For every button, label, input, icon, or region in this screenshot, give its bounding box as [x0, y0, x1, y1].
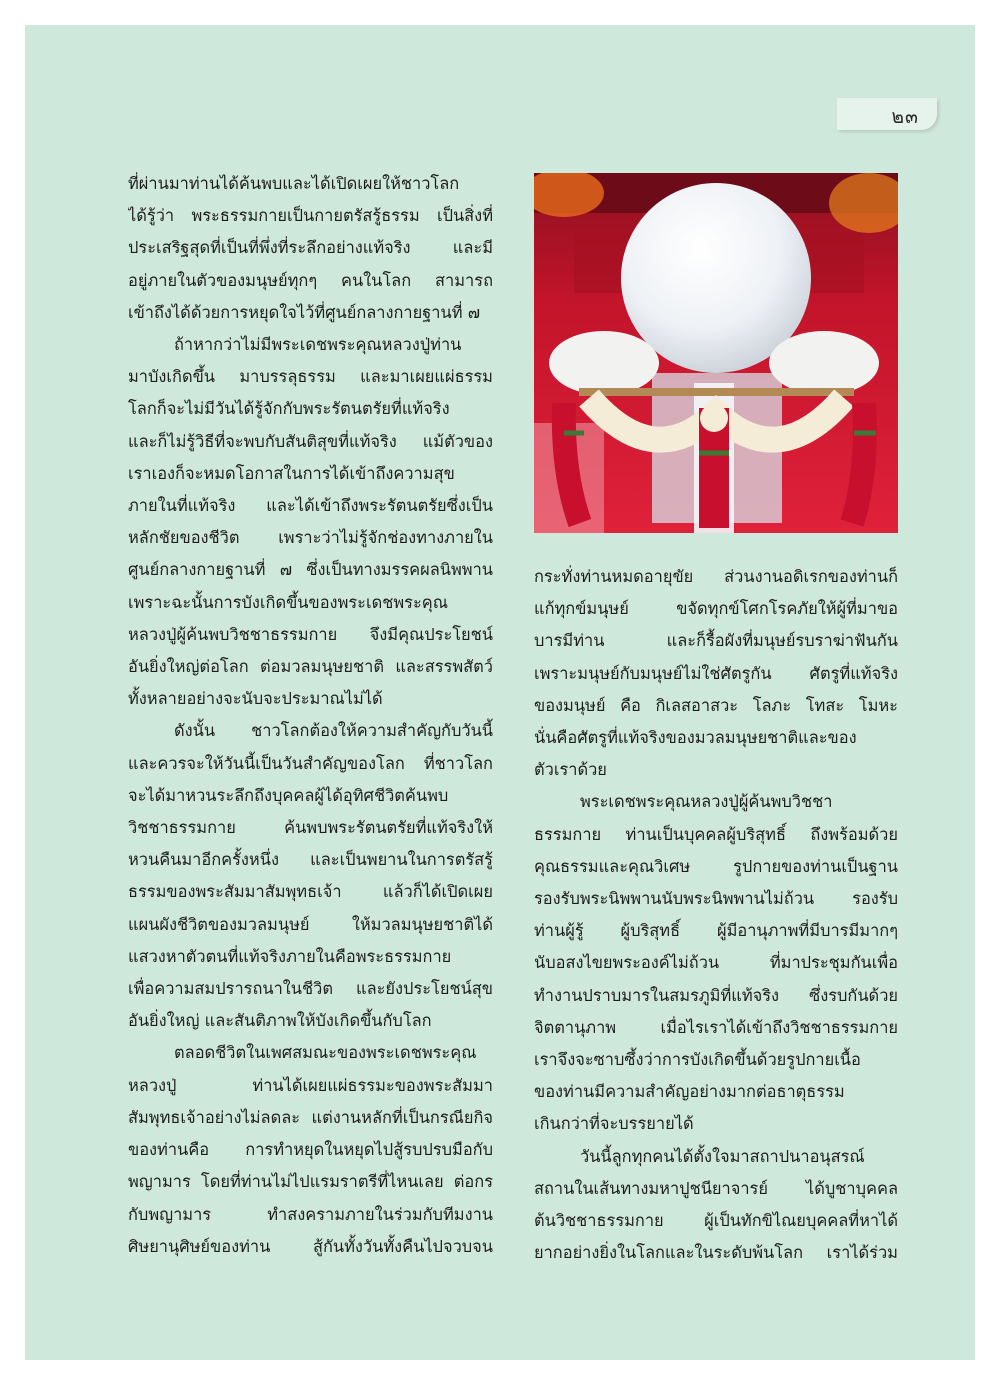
- text-line: แก้ทุกข์มนุษย์ ขจัดทุกข์โศกโรคภัยให้ผู้ที่มาขอ: [534, 599, 898, 619]
- text-line: ของท่านมีความสำคัญอย่างมากต่อธาตุธรรม: [534, 1082, 845, 1102]
- text-line: หวนคืนมาอีกครั้งหนึ่ง และเป็นพยานในการตรัสรู้: [128, 850, 493, 870]
- text-line: ของมนุษย์ คือ กิเลสอาสวะ โลภะ โทสะ โมหะ: [534, 695, 898, 715]
- text-line: ประเสริฐสุดที่เป็นที่พึ่งที่ระลึกอย่างแท้จริง และมี: [128, 238, 493, 258]
- text-line: อยู่ภายในตัวของมนุษย์ทุกๆ คนในโลก สามารถ: [128, 270, 493, 290]
- text-line: หลักชัยของชีวิต เพราะว่าไม่รู้จักช่องทางภายใน: [128, 528, 493, 548]
- text-line: ได้รู้ว่า พระธรรมกายเป็นกายตรัสรู้ธรรม เป็นสิ่งที่: [128, 206, 493, 226]
- text-line: ที่ผ่านมาท่านได้ค้นพบและได้เปิดเผยให้ชาวโลก: [128, 174, 460, 193]
- text-line: ตัวเราด้วย: [534, 760, 607, 780]
- text-line: ต้นวิชชาธรรมกาย ผู้เป็นทักขิไณยบุคคลที่หาได้: [534, 1211, 898, 1231]
- text-line: โลกก็จะไม่มีวันได้รู้จักกับพระรัตนตรัยที่แท้จริง: [128, 399, 450, 419]
- text-line: ยากอย่างยิ่งในโลกและในระดับพ้นโลก เราได้ร่วม: [534, 1243, 898, 1263]
- text-line: รองรับพระนิพพานนับพระนิพพานไม่ถ้วน รองรับ: [534, 889, 898, 909]
- text-line: แสวงหาตัวตนที่แท้จริงภายในคือพระธรรมกาย: [128, 946, 452, 966]
- text-line: ภายในที่แท้จริง และได้เข้าถึงพระรัตนตรัยซึ่งเป็น: [128, 496, 493, 516]
- crystal-ball-photo: [534, 173, 898, 533]
- text-line: สถานในเส้นทางมหาปูชนียาจารย์ ได้บูชาบุคคล: [534, 1178, 898, 1198]
- text-line: นั่นคือศัตรูที่แท้จริงของมวลมนุษยชาติและของ: [534, 728, 857, 748]
- page-number-tab: [837, 98, 937, 130]
- text-line: จะได้มาหวนระลึกถึงบุคคลผู้ได้อุทิศชีวิตค้นพบ: [128, 785, 449, 805]
- text-line: ของท่านคือ การทำหยุดในหยุดไปสู้รบปรบมือกับ: [128, 1140, 493, 1160]
- text-line: เพราะมนุษย์กับมนุษย์ไม่ใช่ศัตรูกัน ศัตรูที่แท้จริง: [534, 663, 898, 683]
- crystal-ball-icon: [534, 173, 898, 533]
- text-line: เกินกว่าที่จะบรรยายได้: [534, 1114, 694, 1134]
- right-text-column: [534, 561, 898, 1269]
- text-line: กระทั่งท่านหมดอายุขัย ส่วนงานอดิเรกของท่านก็: [534, 567, 898, 586]
- text-line: คุณธรรมและคุณวิเศษ รูปกายของท่านเป็นฐาน: [534, 856, 898, 876]
- text-line: ศูนย์กลางกายฐานที่ ๗ ซึ่งเป็นทางมรรคผลนิพพาน: [128, 560, 493, 580]
- text-line: เพื่อความสมปรารถนาในชีวิต และยังประโยชน์สุข: [128, 979, 493, 999]
- text-line: และควรจะให้วันนี้เป็นวันสำคัญของโลก ที่ชาวโลก: [128, 753, 493, 773]
- text-line: วันนี้ลูกทุกคนได้ตั้งใจมาสถาปนาอนุสรณ์: [580, 1146, 865, 1166]
- text-line: กับพญามาร ทำสงครามภายในร่วมกับทีมงาน: [128, 1204, 493, 1224]
- text-line: พระเดชพระคุณหลวงปู่ผู้ค้นพบวิชชา: [580, 792, 833, 812]
- left-text-column: [128, 168, 493, 1263]
- text-line: เราจึงจะซาบซึ้งว่าการบังเกิดขึ้นด้วยรูปกายเนื้อ: [534, 1050, 861, 1070]
- text-line: นับอสงไขยพระองค์ไม่ถ้วน ที่มาประชุมกันเพื่อ: [534, 953, 898, 973]
- text-line: แผนผังชีวิตของมวลมนุษย์ ให้มวลมนุษยชาติได้: [128, 914, 493, 934]
- text-line: มาบังเกิดขึ้น มาบรรลุธรรม และมาเผยแผ่ธรรม: [128, 367, 493, 387]
- text-line: หลวงปู่ ท่านได้เผยแผ่ธรรมะของพระสัมมา: [128, 1075, 493, 1095]
- text-line: บารมีท่าน และก็รื้อผังที่มนุษย์รบราฆ่าฟันกัน: [534, 631, 898, 651]
- text-line: สัมพุทธเจ้าอย่างไม่ลดละ แต่งานหลักที่เป็นกรณียกิจ: [128, 1107, 493, 1127]
- text-line: ดังนั้น ชาวโลกต้องให้ความสำคัญกับวันนี้: [174, 721, 493, 741]
- text-line: ทำงานปราบมารในสมรภูมิที่แท้จริง ซึ่งรบกันด้วย: [534, 985, 898, 1005]
- text-line: หลวงปู่ผู้ค้นพบวิชชาธรรมกาย จึงมีคุณประโยชน์: [128, 624, 493, 644]
- text-line: อันยิ่งใหญ่ และสันติภาพให้บังเกิดขึ้นกับโลก: [128, 1011, 432, 1031]
- text-line: พญามาร โดยที่ท่านไม่ไปแรมราตรีที่ไหนเลย ต่อกร: [128, 1172, 493, 1192]
- text-line: ท่านผู้รู้ ผู้บริสุทธิ์ ผู้มีอานุภาพที่มีบารมีมากๆ: [534, 921, 898, 941]
- text-line: จิตตานุภาพ เมื่อไรเราได้เข้าถึงวิชชาธรรมกาย: [534, 1017, 898, 1037]
- text-line: เราเองก็จะหมดโอกาสในการได้เข้าถึงความสุข: [128, 463, 455, 483]
- text-line: ธรรมของพระสัมมาสัมพุทธเจ้า แล้วก็ได้เปิดเผย: [128, 882, 493, 902]
- page-number: ๒๓: [891, 106, 919, 128]
- text-line: ถ้าหากว่าไม่มีพระเดชพระคุณหลวงปู่ท่าน: [174, 335, 462, 355]
- text-line: เข้าถึงได้ด้วยการหยุดใจไว้ที่ศูนย์กลางกายฐานที่ ๗: [128, 302, 481, 322]
- text-line: ธรรมกาย ท่านเป็นบุคคลผู้บริสุทธิ์ ถึงพร้อมด้วย: [534, 824, 898, 844]
- text-line: ทั้งหลายอย่างจะนับจะประมาณไม่ได้: [128, 689, 383, 709]
- text-line: และก็ไม่รู้วิธีที่จะพบกับสันติสุขที่แท้จริง แม้ตัวของ: [128, 431, 493, 451]
- text-line: อันยิ่งใหญ่ต่อโลก ต่อมวลมนุษยชาติ และสรรพสัตว์: [128, 657, 493, 677]
- text-line: ศิษยานุศิษย์ของท่าน สู้กันทั้งวันทั้งคืนไปจวบจน: [128, 1236, 493, 1256]
- text-line: ตลอดชีวิตในเพศสมณะของพระเดชพระคุณ: [174, 1043, 477, 1063]
- text-line: วิชชาธรรมกาย ค้นพบพระรัตนตรัยที่แท้จริงให้: [128, 818, 493, 838]
- text-line: เพราะฉะนั้นการบังเกิดขึ้นของพระเดชพระคุณ: [128, 592, 448, 612]
